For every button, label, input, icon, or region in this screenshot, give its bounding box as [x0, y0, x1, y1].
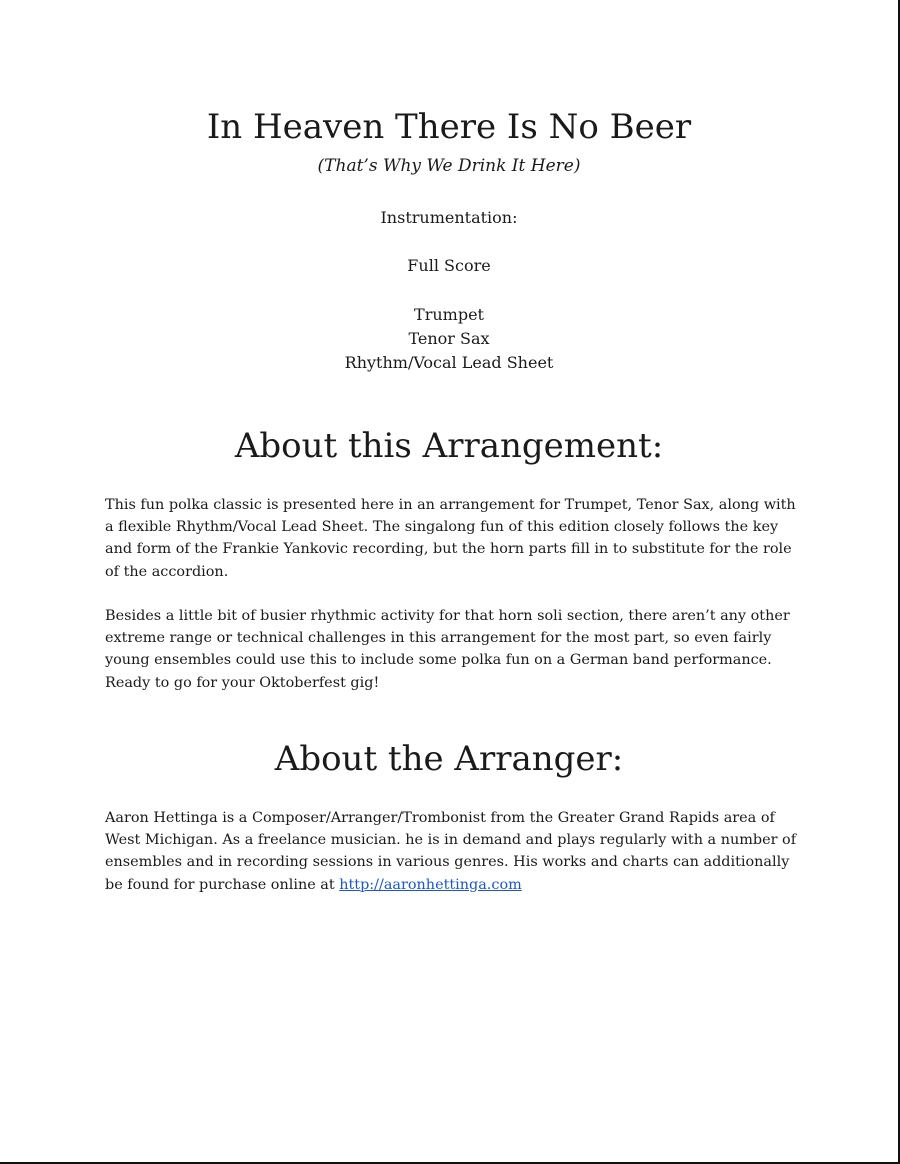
- about-arrangement-paragraph-1: This fun polka classic is presented here in an arrangement for Trumpet, Tenor Sax, along with a flexible Rhythm/Vocal Lead Sheet. The singalong fun of this edition closely follows the key and form of the Frankie Yankovic recording, but the horn parts fill in to substitute for the role of the accordion.: [105, 497, 796, 580]
- arranger-website-link[interactable]: http://aaronhettinga.com: [339, 876, 522, 893]
- about-arranger-text: Aaron Hettinga is a Composer/Arranger/Trombonist from the Greater Grand Rapids area of West Michigan. As a freelance musician. he is in demand and plays regularly with a number of ensembles and in recording sessions in various genres. His works and charts can additionally be found for purchase online at: [105, 810, 797, 893]
- about-arranger-heading: About the Arranger:: [274, 739, 624, 779]
- about-arrangement-paragraph-2: Besides a little bit of busier rhythmic activity for that horn soli section, there aren’t any other extreme range or technical challenges in this arrangement for the most part, so even fairly young ensembles could use this to include some polka fun on a German band performance. Ready to go for your Oktoberfest gig!: [105, 608, 790, 691]
- about-arranger-paragraph: [105, 807, 805, 896]
- instrumentation-part-trumpet: Trumpet: [414, 305, 484, 324]
- page-title: In Heaven There Is No Beer: [206, 107, 692, 147]
- instrumentation-part-tenor-sax: Tenor Sax: [408, 329, 490, 348]
- page-subtitle: (That’s Why We Drink It Here): [317, 156, 581, 176]
- instrumentation-full-score: Full Score: [407, 256, 491, 275]
- instrumentation-part-rhythm-vocal: Rhythm/Vocal Lead Sheet: [344, 353, 554, 372]
- about-arrangement-heading: About this Arrangement:: [234, 426, 664, 466]
- instrumentation-label: Instrumentation:: [380, 208, 518, 227]
